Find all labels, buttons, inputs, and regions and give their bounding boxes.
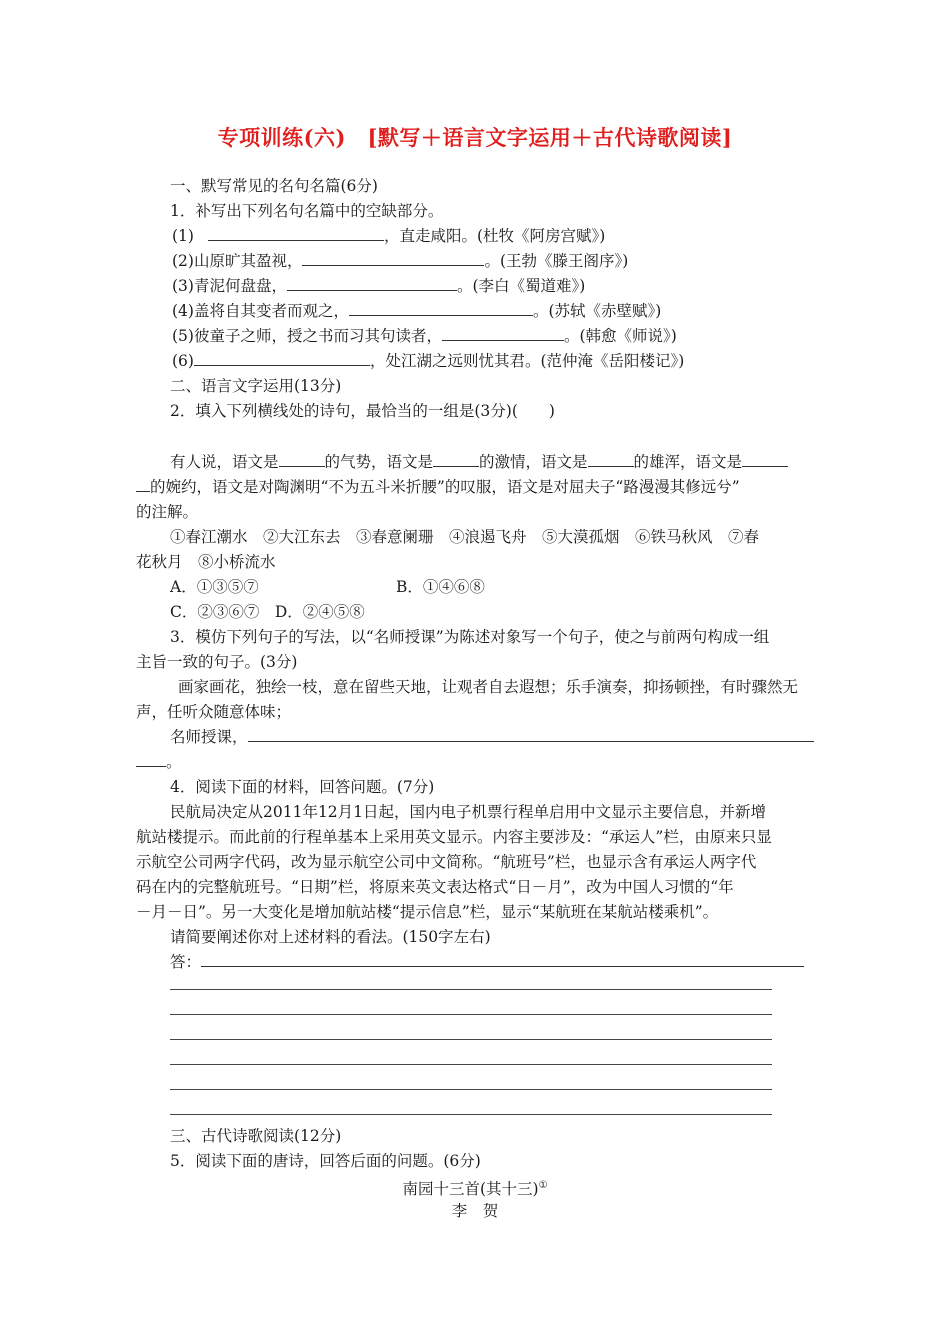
material-line-1: 民航局决定从2011年12月1日起，国内电子机票行程单启用中文显示主要信息，并新增 [170,803,767,821]
answer-blank[interactable] [136,477,150,492]
blank-item-3 [172,276,585,296]
blank-item-1-suffix: ，直走咸阳。(杜牧《阿房宫赋》) [383,227,606,245]
passage-text: 的气势，语文是 [324,453,434,471]
question-3-example-cont: 声，任听众随意体味； [136,703,292,721]
page-title: 专项训练(六) [默写＋语言文字运用＋古代诗歌阅读] [217,125,733,150]
choice-c-d[interactable]: C．②③⑥⑦ D．②④⑤⑧ [170,603,365,621]
answer-end: 。 [166,753,182,771]
answer-blank[interactable] [433,452,479,467]
options-line-1: ①春江潮水 ②大江东去 ③春意阑珊 ④浪遏飞舟 ⑤大漠孤烟 ⑥铁马秋风 ⑦春 [170,528,760,546]
section-3-heading: 三、古代诗歌阅读(12分) [170,1127,342,1145]
passage-text: 的婉约，语文是对陶渊明“不为五斗米折腰”的叹服，语文是对屈夫子“路漫漫其修远兮” [150,478,740,496]
options-line-2: 花秋月 ⑧小桥流水 [136,553,276,571]
question-2-prompt: 2．填入下列横线处的诗句，最恰当的一组是(3分)( ) [170,402,555,420]
blank-item-2-prefix: (2)山原旷其盈视， [172,252,303,270]
question-4-ask: 请简要阐述你对上述材料的看法。(150字左右) [170,928,491,946]
blank-item-1 [172,226,605,246]
answer-rule[interactable] [170,1089,772,1090]
question-3-prompt-cont: 主旨一致的句子。(3分) [136,653,298,671]
question-3-answer-cont [136,752,182,772]
poem-footnote-mark: ① [538,1180,548,1191]
choice-b[interactable]: B．①④⑥⑧ [396,578,485,596]
material-line-5: －月－日”。另一大变化是增加航站楼“提示信息”栏，显示“某航班在某航站楼乘机”。 [136,903,719,921]
question-3-example: 画家画花，独绘一枝，意在留些天地，让观者自去遐想；乐手演奏，抑扬顿挫，有时骤然无 [178,678,799,696]
section-1-heading: 一、默写常见的名句名篇(6分) [170,177,378,195]
answer-blank[interactable] [136,752,166,767]
question-1-prompt: 1．补写出下列名句名篇中的空缺部分。 [170,202,444,220]
material-line-2: 航站楼提示。而此前的行程单基本上采用英文显示。内容主要涉及：“承运人”栏，由原来只显 [136,828,772,846]
answer-rule[interactable] [170,1114,772,1115]
blank-item-2-suffix: 。(王勃《滕王阁序》) [484,252,629,270]
blank-item-4 [172,301,661,321]
blank-item-6-prefix: (6) [172,352,194,370]
question-3-prompt: 3．模仿下列句子的写法，以“名师授课”为陈述对象写一个句子，使之与前两句构成一组 [170,628,770,646]
poem-author: 李 贺 [451,1202,499,1220]
answer-rule[interactable] [170,1064,772,1065]
passage-line-3: 的注解。 [136,503,199,521]
answer-blank[interactable] [302,251,484,266]
question-3-answer-line [170,727,814,747]
answer-blank[interactable] [248,727,814,742]
answer-blank[interactable] [442,326,564,341]
answer-blank[interactable] [279,452,325,467]
poem-title-line [0,1176,950,1199]
question-5-prompt: 5．阅读下面的唐诗，回答后面的问题。(6分) [170,1152,481,1170]
choice-a[interactable]: A．①③⑤⑦ [170,578,259,596]
blank-item-5-suffix: 。(韩愈《师说》) [563,327,677,345]
blank-item-5-prefix: (5)彼童子之师，授之书而习其句读者， [172,327,442,345]
material-line-4: 码在内的完整航班号。“日期”栏，将原来英文表达格式“日－月”，改为中国人习惯的“年 [136,878,734,896]
answer-rule[interactable] [170,1014,772,1015]
section-2-heading: 二、语言文字运用(13分) [170,377,342,395]
answer-blank[interactable] [208,226,384,241]
answer-blank[interactable] [287,276,457,291]
passage-line-1 [170,452,788,472]
passage-text: 有人说，语文是 [170,453,279,471]
answer-blank[interactable] [201,952,804,967]
answer-blank[interactable] [194,351,370,366]
answer-blank[interactable] [588,452,634,467]
blank-item-2 [172,251,628,271]
answer-blank[interactable] [742,452,788,467]
blank-item-6-suffix: ，处江湖之远则忧其君。(范仲淹《岳阳楼记》) [369,352,685,370]
passage-text: 的雄浑，语文是 [633,453,743,471]
blank-item-4-prefix: (4)盖将自其变者而观之， [172,302,349,320]
answer-label: 答： [170,953,202,971]
answer-rule[interactable] [170,989,772,990]
passage-text: 的激情，语文是 [479,453,588,471]
blank-item-4-suffix: 。(苏轼《赤壁赋》) [532,302,662,320]
material-line-3: 示航空公司两字代码，改为显示航空公司中文简称。“航班号”栏，也显示含有承运人两字代 [136,853,757,871]
passage-line-2 [136,477,740,497]
blank-item-1-prefix: (1) [172,227,194,245]
question-4-prompt: 4．阅读下面的材料，回答问题。(7分) [170,778,435,796]
poem-title: 南园十三首(其十三) [402,1180,539,1199]
answer-blank[interactable] [349,301,533,316]
question-4-answer-line [170,952,804,972]
blank-item-3-prefix: (3)青泥何盘盘， [172,277,287,295]
blank-item-3-suffix: 。(李白《蜀道难》) [456,277,586,295]
answer-label: 名师授课， [170,728,248,746]
answer-rule[interactable] [170,1039,772,1040]
blank-item-5 [172,326,677,346]
blank-item-6 [172,351,684,371]
